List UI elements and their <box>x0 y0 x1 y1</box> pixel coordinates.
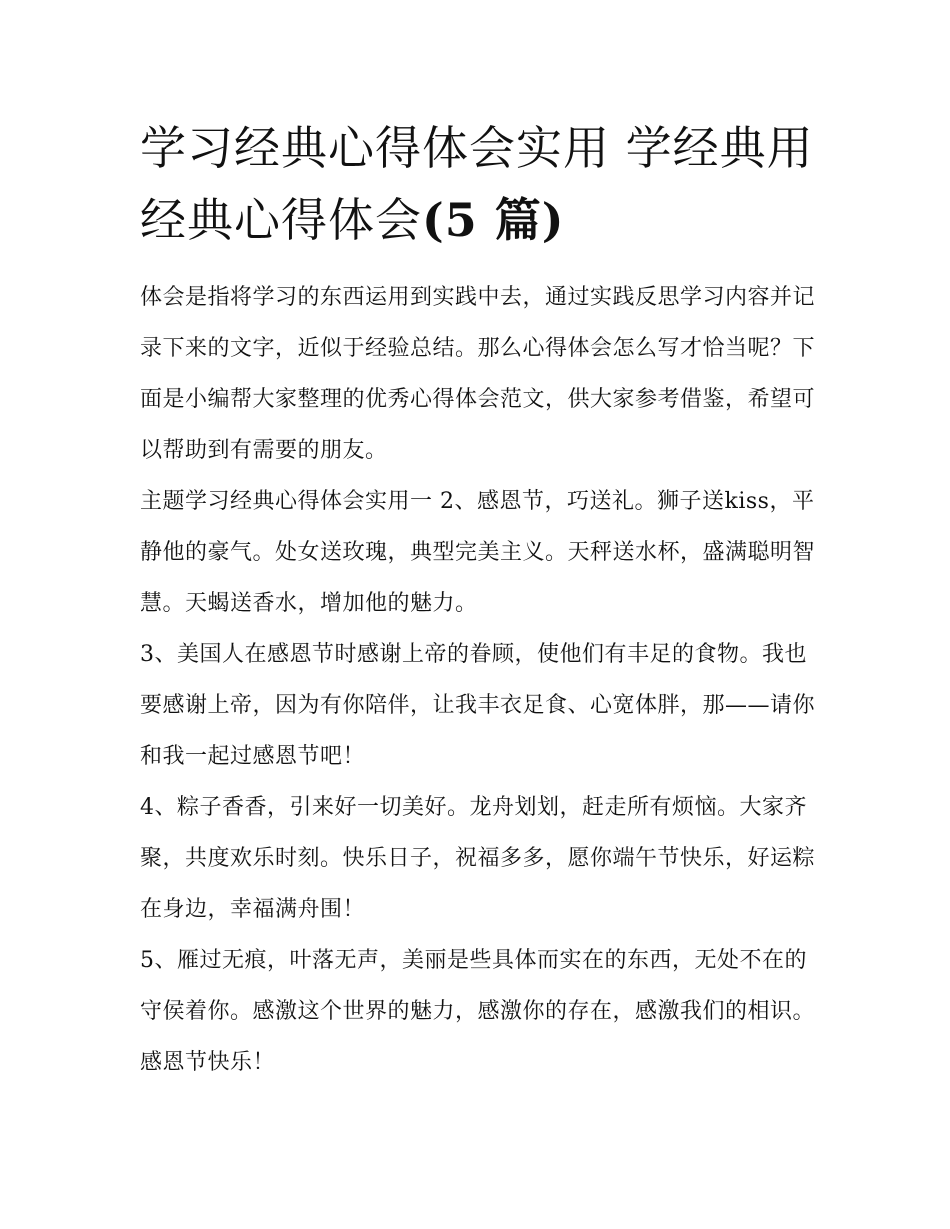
title-count: (5 篇) <box>422 193 565 247</box>
body-paragraph: 5、雁过无痕，叶落无声，美丽是些具体而实在的东西，无处不在的守侯着你。感激这个世界的魅力，感激你的存在，感激我们的相识。感恩节快乐！ <box>140 948 816 1075</box>
title-text: 学习经典心得体会实用 学经典用经典心得体会 <box>140 121 814 247</box>
body-paragraph: 4、粽子香香，引来好一切美好。龙舟划划，赶走所有烦恼。大家齐聚，共度欢乐时刻。快乐日子，祝福多多，愿你端午节快乐，好运粽在身边，幸福满舟围！ <box>140 795 816 922</box>
body-paragraph: 3、美国人在感恩节时感谢上帝的眷顾，使他们有丰足的食物。我也要感谢上帝，因为有你陪伴，让我丰衣足食、心宽体胖，那——请你和我一起过感恩节吧！ <box>140 642 816 769</box>
document-title <box>140 112 820 256</box>
intro-paragraph: 体会是指将学习的东西运用到实践中去，通过实践反思学习内容并记录下来的文字，近似于经验总结。那么心得体会怎么写才恰当呢？下面是小编帮大家整理的优秀心得体会范文，供大家参考借鉴，希望可以帮助到有需要的朋友。 <box>140 285 816 463</box>
body-paragraph: 主题学习经典心得体会实用一 2、感恩节，巧送礼。狮子送kiss，平静他的豪气。处女送玫瑰，典型完美主义。天秤送水杯，盛满聪明智慧。天蝎送香水，增加他的魅力。 <box>140 489 816 616</box>
document-page <box>140 112 820 1088</box>
